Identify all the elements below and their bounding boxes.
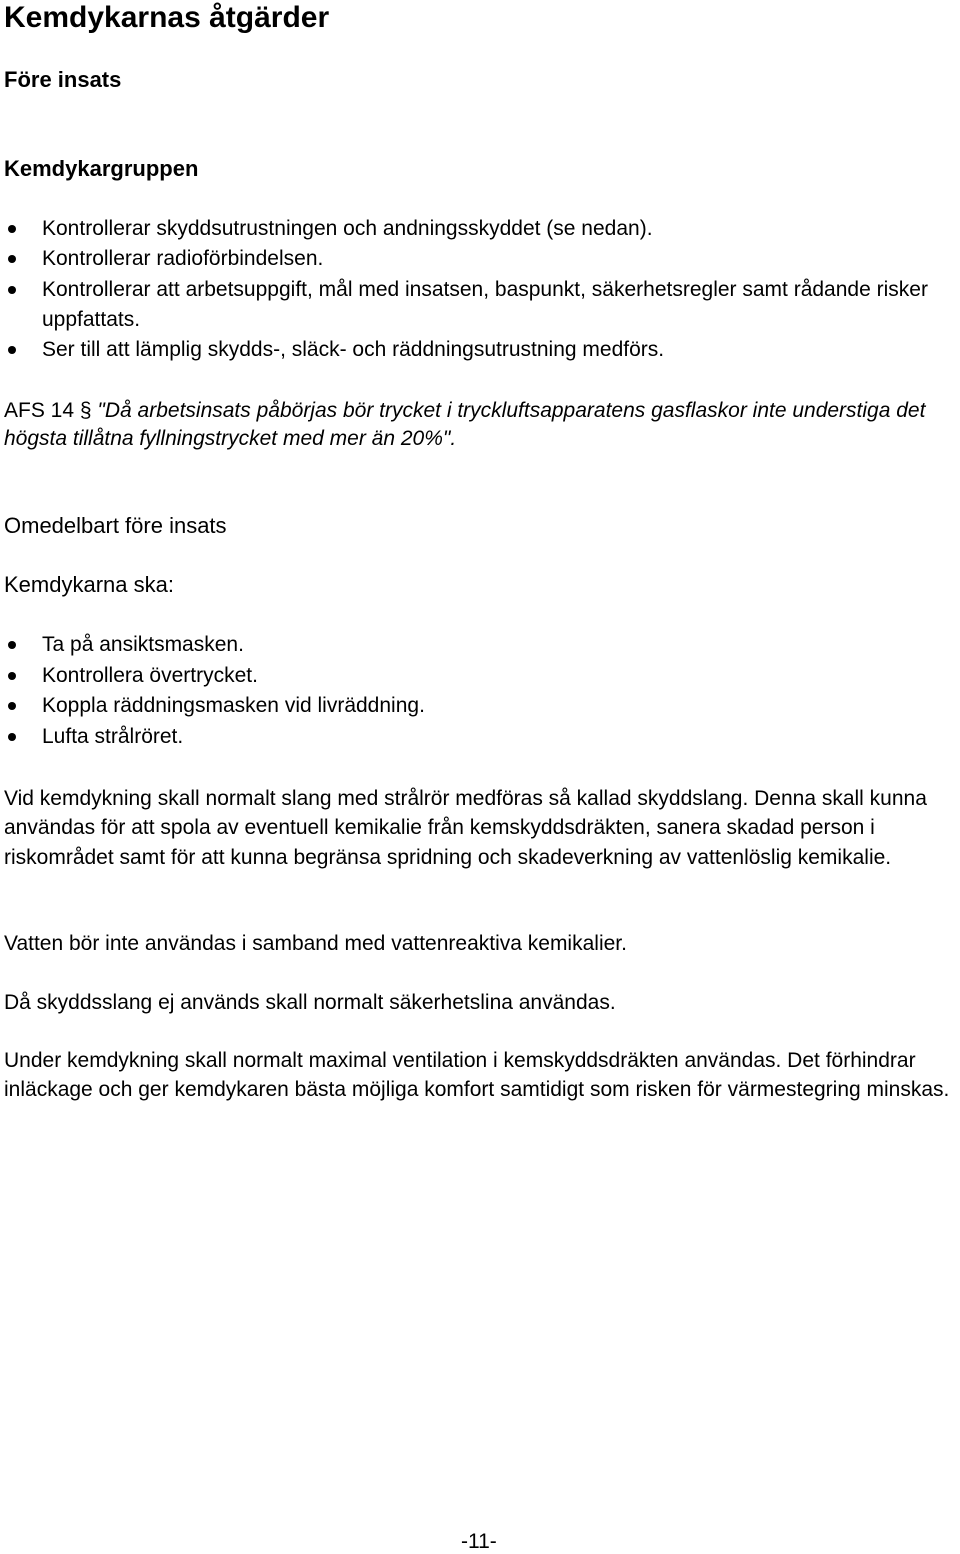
list-item: Ta på ansiktsmasken.	[4, 630, 954, 661]
section-heading-immediate: Omedelbart före insats	[4, 513, 227, 538]
page-number: -11-	[461, 1530, 497, 1553]
list-item: Ser till att lämplig skydds-, släck- och räddningsutrustning medförs.	[4, 335, 954, 365]
afs-quote: "Då arbetsinsats påbörjas bör trycket i tryckluftsapparatens gasflaskor inte understiga det högsta tillåtna fyllningstrycket med mer än 20%".	[4, 399, 926, 450]
section-subheading: Kemdykarna ska:	[4, 572, 174, 597]
paragraph-vatten: Vatten bör inte användas i samband med vattenreaktiva kemikalier.	[4, 932, 627, 955]
bullet-list-before	[4, 214, 954, 365]
bullet-list-immediate	[4, 630, 954, 753]
paragraph-ventilation: Under kemdykning skall normalt maximal ventilation i kemskyddsdräkten användas. Det förhindrar inläckage och ger kemdykaren bästa möjliga komfort samtidigt som risken för värmestegring minskas.	[4, 1049, 950, 1102]
afs-regulation-paragraph	[4, 397, 959, 453]
group-heading: Kemdykargruppen	[4, 156, 199, 181]
list-item: Kontrollera övertrycket.	[4, 661, 954, 692]
list-item: Kontrollerar skyddsutrustningen och andningsskyddet (se nedan).	[4, 214, 954, 244]
list-item: Lufta strålröret.	[4, 722, 954, 753]
page-title: Kemdykarnas åtgärder	[4, 1, 330, 34]
paragraph-skyddslang: Vid kemdykning skall normalt slang med strålrör medföras så kallad skyddslang. Denna skall kunna användas för att spola av eventuell kemikalie från kemskyddsdräkten, sanera skadad person i riskområdet samt för att kunna begränsa spridning och skadeverkning av vattenlöslig kemikalie.	[4, 787, 927, 869]
list-item: Koppla räddningsmasken vid livräddning.	[4, 691, 954, 722]
list-item: Kontrollerar att arbetsuppgift, mål med insatsen, baspunkt, säkerhetsregler samt rådande risker uppfattats.	[4, 275, 954, 336]
list-item: Kontrollerar radioförbindelsen.	[4, 244, 954, 274]
section-heading-before-insats: Före insats	[4, 67, 122, 92]
paragraph-sakerhetslina: Då skyddsslang ej används skall normalt säkerhetslina användas.	[4, 991, 616, 1014]
afs-reference: AFS 14 §	[4, 399, 92, 422]
